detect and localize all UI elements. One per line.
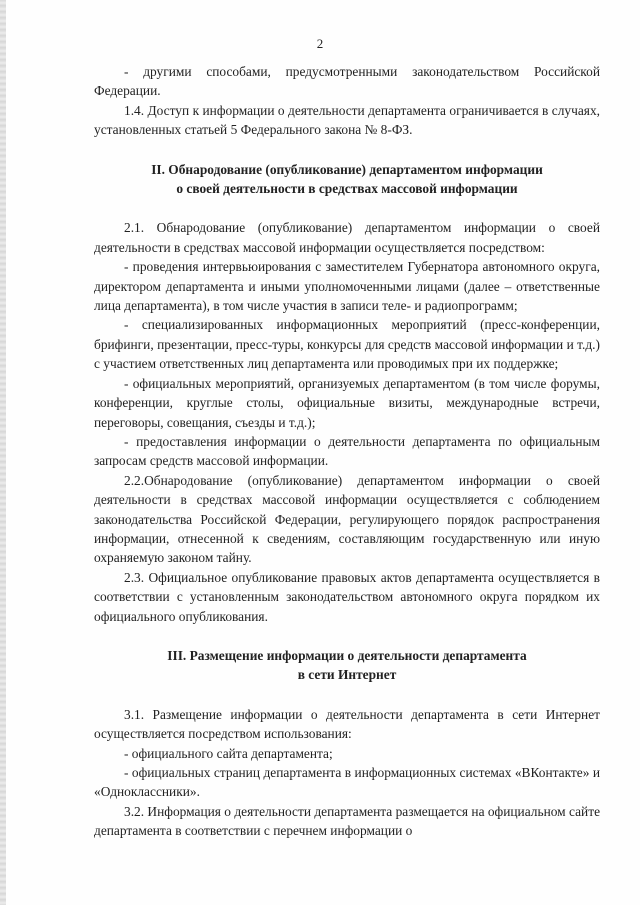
paragraph: 3.2. Информация о деятельности департамента размещается на официальном сайте департамента в соответствии с перечнем информации о: [94, 803, 601, 839]
section-heading: о своей деятельности в средствах массовой информации: [176, 181, 518, 197]
list-item: - предоставления информации о деятельности департамента по официальным запросам средств массовой информации.: [94, 433, 600, 469]
scan-edge: [0, 0, 6, 905]
paragraph: - другими способами, предусмотренными законодательством Российской Федерации.: [94, 64, 600, 99]
list-item: - специализированных информационных мероприятий (пресс-конференции, брифинги, презентации, пресс-туры, конкурсы для средств массовой информации и т.д.) с участием ответственных лиц департамента или проводимых при их поддержке;: [94, 317, 600, 372]
section-heading: II. Обнародование (опубликование) департаментом информации: [151, 161, 543, 177]
page-number: 2: [316, 36, 324, 51]
paragraph: 2.3. Официальное опубликование правовых актов департамента осуществляется в соответствии с установленным законодательством автономного округа порядком их официального опубликования.: [94, 569, 600, 624]
spacer: [94, 198, 600, 218]
paragraph: 2.1. Обнародование (опубликование) департаментом информации о своей деятельности в средствах массовой информации осуществляется посредством:: [94, 220, 600, 255]
spacer: [94, 685, 600, 705]
paragraph: 1.4. Доступ к информации о деятельности департамента ограничивается в случаях, установленных статьей 5 Федерального закона № 8-ФЗ.: [94, 102, 600, 138]
paragraph: 2.2.Обнародование (опубликование) департаментом информации о своей деятельности в средствах массовой информации осуществляется с соблюдением законодательства Российской Федерации, регулирующего порядок распространения информации, отнесенной к сведениям, составляющим государственную или иную охраняемую законом тайну.: [94, 472, 600, 566]
section-heading: III. Размещение информации о деятельности департамента: [167, 647, 527, 663]
list-item: - официальных страниц департамента в информационных системах «ВКонтакте» и «Одноклассники».: [94, 765, 600, 800]
list-item: - проведения интервьюирования с заместителем Губернатора автономного округа, директором департамента и иными уполномоченными лицами (далее – ответственные лица департамента), в том числе участия в записи теле- и радиопрограмм;: [94, 259, 600, 314]
list-item: - официальных мероприятий, организуемых департаментом (в том числе форумы, конференции, круглые столы, официальные визиты, международные встречи, переговоры, совещания, съезды и т.д.);: [94, 375, 600, 430]
list-item: - официального сайта департамента;: [124, 745, 333, 761]
spacer: [94, 626, 600, 646]
paragraph: 3.1. Размещение информации о деятельности департамента в сети Интернет осуществляется посредством использования:: [94, 706, 600, 742]
document-body: [94, 62, 600, 841]
spacer: [94, 140, 600, 160]
section-heading: в сети Интернет: [297, 667, 397, 683]
